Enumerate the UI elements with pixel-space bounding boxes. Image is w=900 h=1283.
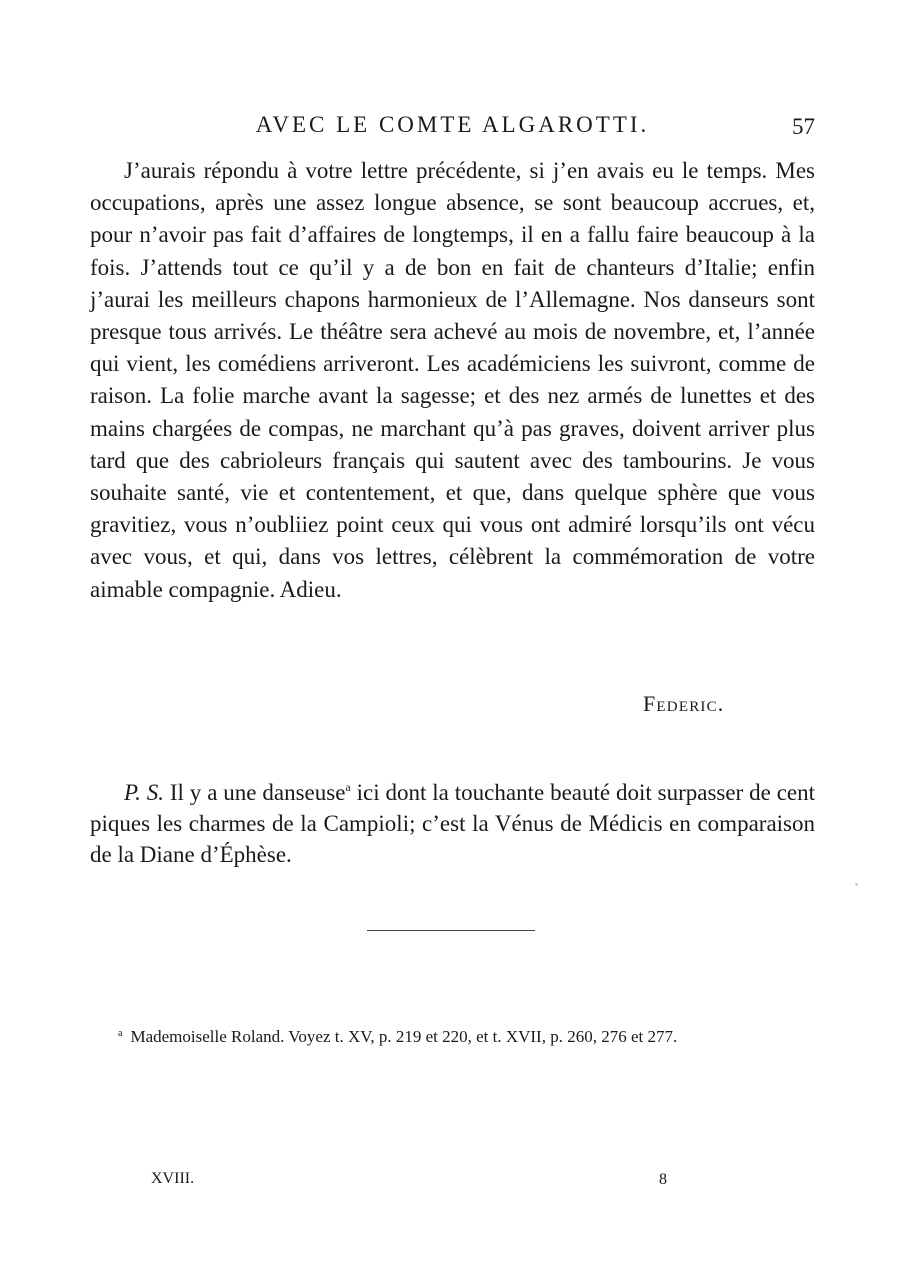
- sheet-number: 8: [659, 1171, 667, 1188]
- footnote-reference-mark: a: [345, 780, 351, 794]
- page-number: 57: [792, 114, 815, 139]
- postscript: [90, 772, 815, 870]
- postscript-label: P. S.: [124, 780, 164, 805]
- letter-body-text: J’aurais répondu à votre lettre précédente, si j’en avais eu le temps. Mes occupations, après une assez longue absence, se sont beaucoup accrues, et, pour n’avoir pas fait d’affaires de longtemps, il en a fallu faire beaucoup à la fois. J’attends tout ce qu’il y a de bon en fait de chanteurs d’Italie; enfin j’aurai les meilleurs chapons harmonieux de l’Allemagne. Nos danseurs sont presque tous arrivés. Le théâtre sera achevé au mois de novembre, et, l’année qui vient, les comédiens arriveront. Les académiciens les suivront, comme de raison. La folie marche avant la sagesse; et des nez armés de lunettes et des mains chargées de compas, ne marchant qu’à pas graves, doivent arriver plus tard que des cabrioleurs français qui sautent avec des tambourins. Je vous souhaite santé, vie et contentement, et que, dans quelque sphère que vous gravitiez, vous n’oubliiez point ceux qui vous ont admiré lorsqu’ils ont vécu avec vous, et qui, dans vos lettres, célèbrent la commémoration de votre aimable compagnie. Adieu.: [90, 158, 815, 602]
- letter-signature: Federic.: [643, 691, 725, 716]
- running-head: [90, 112, 815, 146]
- paper-speck: [855, 883, 858, 886]
- footnote: [118, 1022, 818, 1049]
- postscript-text-after: ici dont la touchante beauté doit surpasser de cent piques les charmes de la Campioli; c’est la Vénus de Médicis en comparaison de la Diane d’Éphèse.: [90, 780, 816, 867]
- section-divider: [367, 930, 535, 931]
- postscript-text-before: Il y a une danseuse: [169, 780, 346, 805]
- footnote-text: Mademoiselle Roland. Voyez t. XV, p. 219 et 220, et t. XVII, p. 260, 276 et 277.: [130, 1027, 678, 1046]
- volume-signature: XVIII.: [151, 1170, 195, 1187]
- running-title: AVEC LE COMTE ALGAROTTI.: [255, 112, 650, 137]
- footnote-mark: a: [118, 1028, 123, 1039]
- letter-body: [90, 155, 815, 606]
